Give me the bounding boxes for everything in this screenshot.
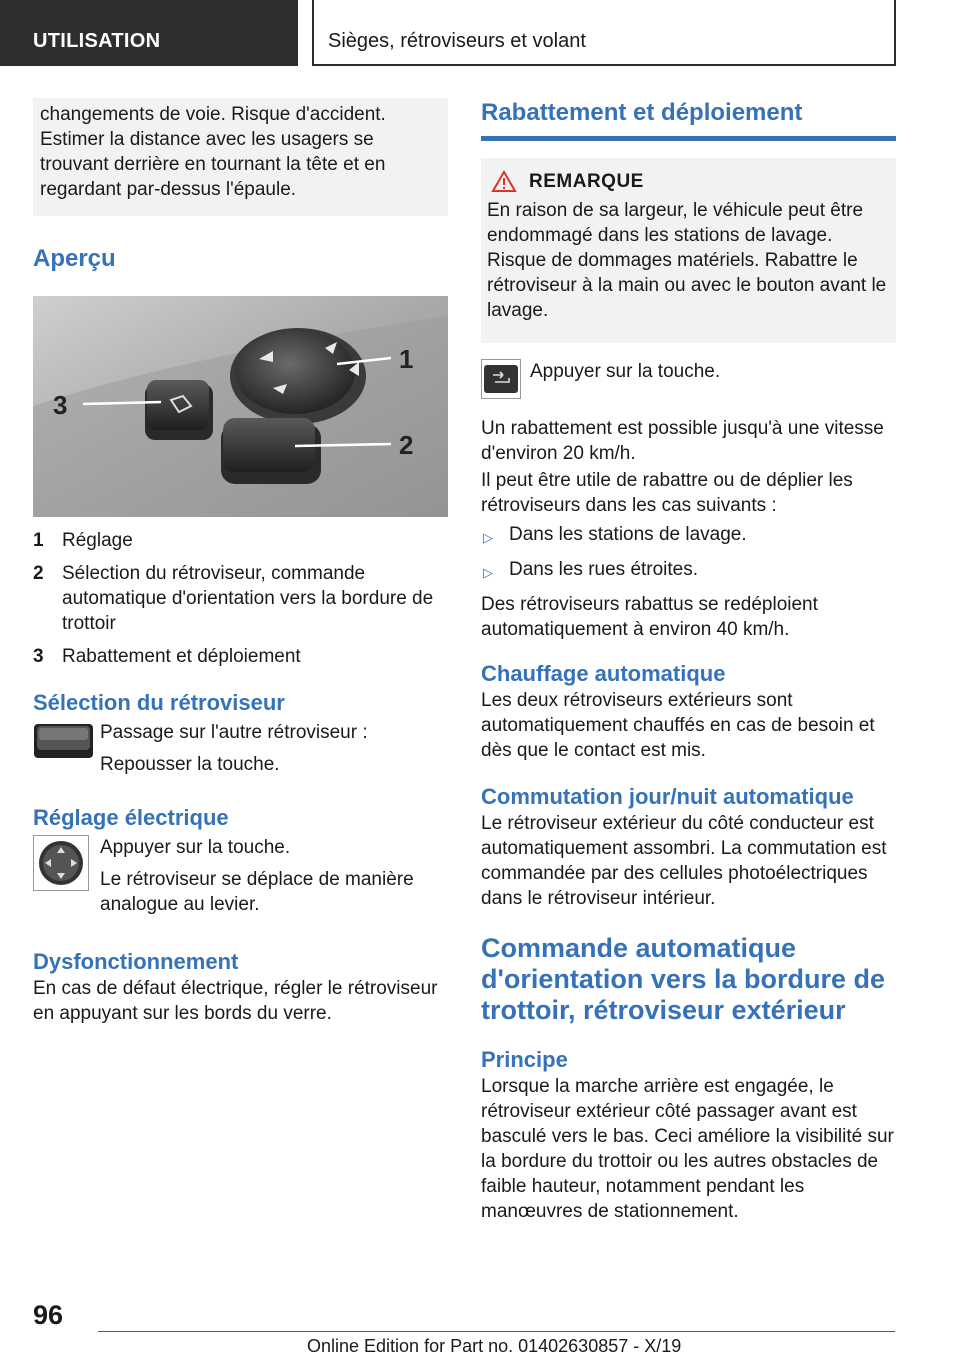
warning-triangle-icon — [491, 170, 517, 193]
fold-press-text: Appuyer sur la touche. — [530, 361, 721, 382]
mirror-control-photo — [33, 296, 448, 517]
curb-tilt-heading: Commande automatique d'orientation vers la bordure de trottoir, rétroviseur extérieur — [481, 933, 885, 1025]
mirror-select-button-icon — [33, 720, 94, 775]
redeploy-text: Des rétroviseurs rabattus se redéploient automatiquement à environ 40 km/h. — [481, 594, 818, 640]
rabattement-title-bar — [481, 98, 896, 141]
list-item: ▷ Dans les stations de lavage. — [481, 522, 896, 550]
figure-callout-1: 1 — [399, 344, 414, 374]
legend-text: Sélection du rétroviseur, commande automatique d'orientation vers la bordure de trottoir — [62, 563, 434, 634]
legend-number: 1 — [33, 530, 44, 551]
fold-button-icon — [481, 359, 524, 414]
fold-cases-list — [481, 522, 896, 585]
fold-cases-text: Il peut être utile de rabattre ou de déplier les rétroviseurs dans les cas suivants : — [481, 470, 853, 516]
right-column — [481, 98, 896, 1224]
figure-callout-3: 3 — [53, 390, 68, 420]
page-number: 96 — [33, 1300, 64, 1330]
bullet-triangle-icon: ▷ — [483, 565, 493, 580]
selection-text-2: Repousser la touche. — [100, 754, 280, 775]
reglage-text-2: Le rétroviseur se déplace de manière analogue au levier. — [100, 869, 414, 915]
legend-number: 2 — [33, 563, 44, 584]
apercu-heading: Aperçu — [33, 245, 116, 272]
notice-header — [487, 170, 888, 193]
reglage-instruction — [33, 835, 448, 924]
selection-instruction — [33, 720, 448, 784]
principe-heading: Principe — [481, 1047, 568, 1072]
left-column — [33, 98, 448, 1026]
figure-callout-2: 2 — [399, 430, 414, 460]
rabattement-heading: Rabattement et déploiement — [481, 99, 803, 126]
reglage-text-1: Appuyer sur la touche. — [100, 837, 291, 858]
commutation-text: Le rétroviseur extérieur du côté conducteur est automatiquement assombri. La commutation est commandée par des cellules photoélectriques dans le rétroviseur intérieur. — [481, 813, 887, 909]
fold-instruction — [481, 359, 896, 414]
notice-text: En raison de sa largeur, le véhicule peut être endommagé dans les stations de lavage. Risque de dommages matériels. Rabattre le rétroviseur à la main ou avec le bouton avant le lavage. — [487, 200, 887, 321]
notice-label: REMARQUE — [529, 170, 644, 192]
selection-heading: Sélection du rétroviseur — [33, 690, 285, 715]
dysfonctionnement-text: En cas de défaut électrique, régler le rétroviseur en appuyant sur les bords du verre. — [33, 978, 438, 1024]
legend-text: Rabattement et déploiement — [62, 646, 301, 667]
mirror-control-illustration — [33, 296, 448, 517]
commutation-heading: Commutation jour/nuit automatique — [481, 784, 854, 809]
legend-item — [33, 644, 448, 669]
chauffage-heading: Chauffage automatique — [481, 661, 726, 686]
mirror-adjust-button-icon — [33, 835, 94, 890]
warning-continuation-text: changements de voie. Risque d'accident. Estimer la distance avec les usagers se trouvant derrière en tournant la tête et en regardant par-dessus l'épaule. — [40, 104, 386, 200]
legend-text: Réglage — [62, 530, 133, 551]
legend-item — [33, 528, 448, 553]
dysfonctionnement-heading: Dysfonctionnement — [33, 949, 239, 974]
principe-text: Lorsque la marche arrière est engagée, le rétroviseur extérieur côté passager avant est basculé vers le bas. Ceci améliore la visibilité sur la bordure du trottoir ou les autres obstacles de faible hauteur, notamment pendant les manœuvres de stationnement. — [481, 1076, 894, 1222]
reglage-heading: Réglage électrique — [33, 805, 229, 830]
header-chapter-title: Sièges, rétroviseurs et volant — [312, 0, 896, 66]
bullet-triangle-icon: ▷ — [483, 530, 493, 545]
chauffage-text: Les deux rétroviseurs extérieurs sont automatiquement chauffés en cas de besoin et dès que le contact est mis. — [481, 690, 875, 761]
notice-box — [481, 158, 896, 343]
footer-edition: Online Edition for Part no. 01402630857 - X/19 — [307, 1336, 682, 1356]
selection-text-1: Passage sur l'autre rétroviseur : — [100, 722, 368, 743]
warning-continuation-box — [33, 98, 448, 216]
legend-item — [33, 561, 448, 636]
legend-number: 3 — [33, 646, 44, 667]
list-item: ▷ Dans les rues étroites. — [481, 557, 896, 585]
page-header — [0, 0, 960, 66]
fold-speed-text: Un rabattement est possible jusqu'à une vitesse d'environ 20 km/h. — [481, 418, 884, 464]
figure-legend — [33, 528, 448, 669]
header-section-title: UTILISATION — [0, 0, 298, 66]
footer-divider — [98, 1331, 895, 1332]
